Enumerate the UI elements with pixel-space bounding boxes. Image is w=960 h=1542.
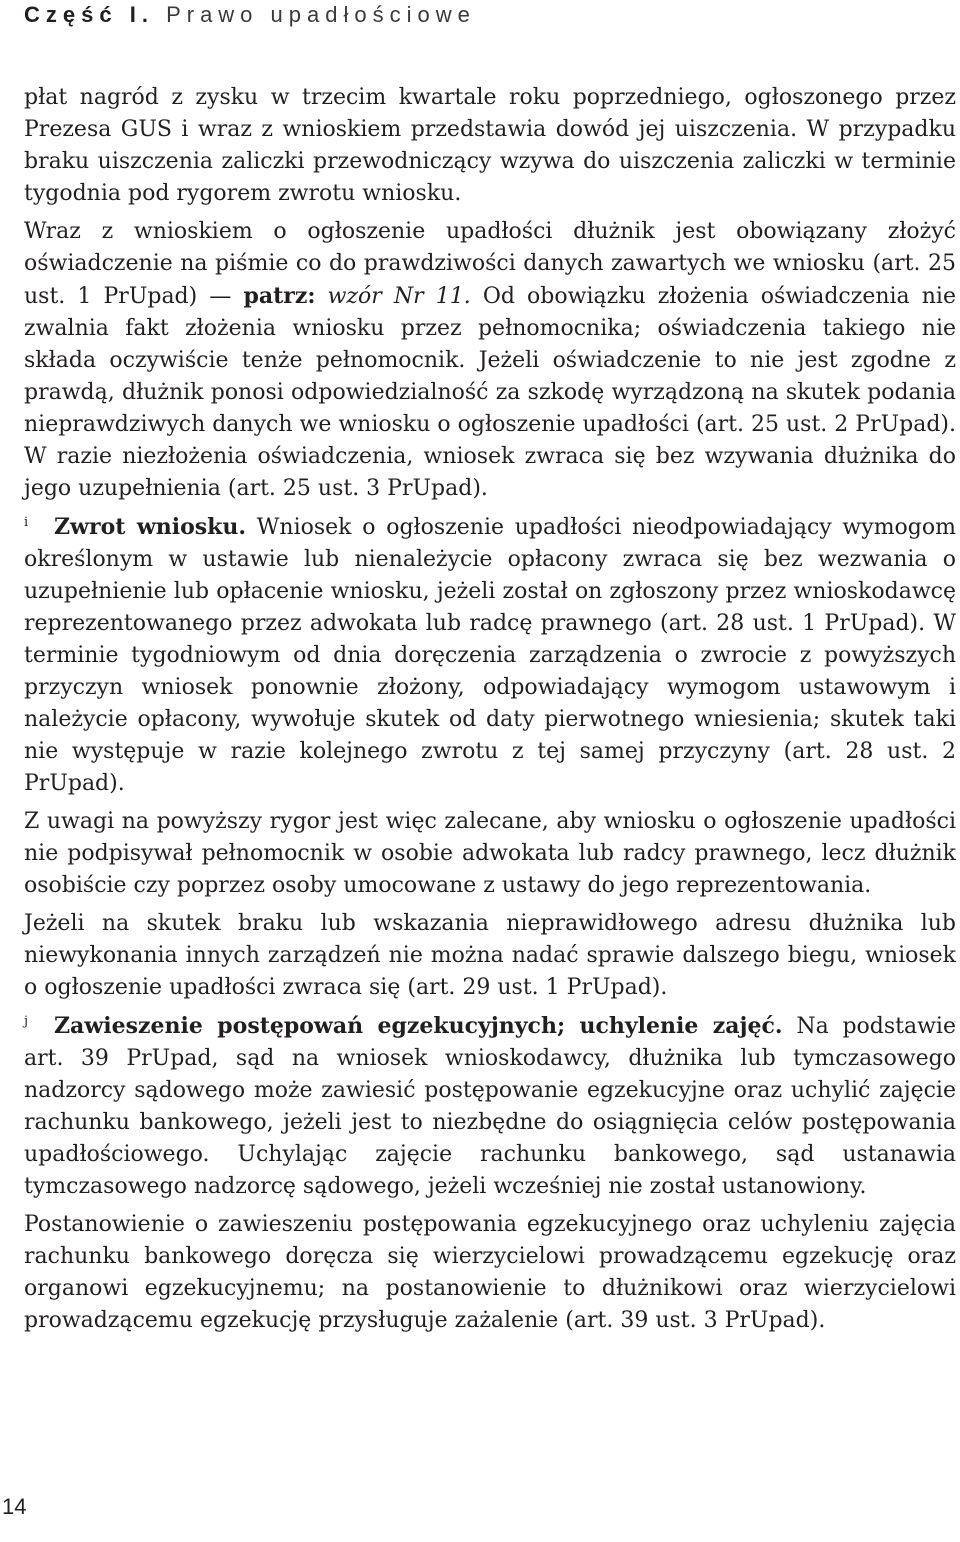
paragraph	[24, 1209, 956, 1337]
paragraph-text: Wraz z wnioskiem o ogłoszenie upadłości dłużnik jest obowiązany złożyć oświadczenie na piśmie co do prawdziwości danych zawartych we wniosku (art. 25 ust. 1 PrUpad) —	[24, 219, 956, 309]
section-heading: Zawieszenie postępowań egzekucyjnych; uchylenie zajęć.	[54, 1013, 783, 1039]
page-body	[24, 82, 956, 1343]
paragraph-text: Jeżeli na skutek braku lub wskazania nieprawidłowego adresu dłużnika lub niewykonania innych zarządzeń nie można nadać sprawie dalszego biegu, wniosek o ogłoszenie upadłości zwraca się (art. 29 ust. 1 PrUpad).	[24, 911, 956, 1000]
reference-label: patrz:	[243, 283, 316, 309]
paragraph: i Zwrot wniosku. Wniosek o ogłoszenie upadłości nieodpowiadający wymogom określonym w ustawie lub nienależycie opłacony zwraca się bez wezwania o uzupełnienie lub opłacenie wniosku, jeżeli został on zgłoszony przez wnioskodawcę reprezentowanego przez adwokata lub radcę prawnego (art. 28 ust. 1 PrUpad). W terminie tygodniowym od dnia doręczenia zarządzenia o zwrocie z powyższych przyczyn wniosek ponownie złożony, odpowiadający wymogom ustawowym i należycie opłacony, wywołuje skutek od daty pierwotnego wniesienia; skutek taki nie występuje w razie kolejnego zwrotu z tej samej przyczyny (art. 28 ust. 2 PrUpad).	[24, 514, 956, 796]
paragraph-text: płat nagród z zysku w trzecim kwartale roku poprzedniego, ogłoszonego przez Prezesa GUS i wraz z wnioskiem przedstawia dowód jej uiszczenia. W przypadku braku uiszczenia zaliczki przewodniczący wzywa do uiszczenia zaliczki w terminie tygodnia pod rygorem zwrotu wniosku.	[24, 85, 956, 206]
paragraph-text: Od obowiązku złożenia oświadczenia nie zwalnia fakt złożenia wniosku przez pełnomocnika; oświadczenia takiego nie składa oczywiście tenże pełnomocnik. Jeżeli oświadczenie to nie jest zgodne z prawdą, dłużnik ponosi odpowiedzialność za szkodę wyrządzoną na skutek podania nieprawdziwych danych we wniosku o ogłoszenie upadłości (art. 25 ust. 2 PrUpad). W razie niezłożenia oświadczenia, wniosek zwraca się bez wzywania dłużnika do jego uzupełnienia (art. 25 ust. 3 PrUpad).	[24, 284, 956, 501]
paragraph-text: Na podstawie art. 39 PrUpad, sąd na wniosek wnioskodawcy, dłużnika lub tymczasowego nadzorcy sądowego może zawiesić postępowanie egzekucyjne oraz uchylić zajęcie rachunku bankowego, jeżeli jest to niezbędne do osiągnięcia celów postępowania upadłościowego. Uchylając zajęcie rachunku bankowego, sąd ustanawia tymczasowego nadzorcę sądowego, jeżeli wcześniej nie został ustanowiony.	[24, 1014, 956, 1199]
paragraph	[24, 908, 956, 1004]
section-heading: Zwrot wniosku.	[54, 514, 247, 540]
page-number: 14	[2, 1494, 27, 1519]
header-title: Prawo upadłościowe	[166, 2, 476, 27]
paragraph	[24, 806, 956, 902]
paragraph	[24, 216, 956, 505]
paragraph: j Zawieszenie postępowań egzekucyjnych; uchylenie zajęć. Na podstawie art. 39 PrUpad, sąd na wniosek wnioskodawcy, dłużnika lub tymczasowego nadzorcy sądowego może zawiesić postępowanie egzekucyjne oraz uchylić zajęcie rachunku bankowego, jeżeli jest to niezbędne do osiągnięcia celów postępowania upadłościowego. Uchylając zajęcie rachunku bankowego, sąd ustanawia tymczasowego nadzorcę sądowego, jeżeli wcześniej nie został ustanowiony.	[24, 1013, 956, 1199]
paragraph-text: Z uwagi na powyższy rygor jest więc zalecane, aby wniosku o ogłoszenie upadłości nie podpisywał pełnomocnik w osobie adwokata lub radcy prawnego, lecz dłużnik osobiście czy poprzez osoby umocowane z ustawy do jego reprezentowania.	[24, 809, 956, 898]
paragraph-text: Wniosek o ogłoszenie upadłości nieodpowiadający wymogom określonym w ustawie lub nienależycie opłacony zwraca się bez wezwania o uzupełnienie lub opłacenie wniosku, jeżeli został on zgłoszony przez wnioskodawcę reprezentowanego przez adwokata lub radcę prawnego (art. 28 ust. 1 PrUpad). W terminie tygodniowym od dnia doręczenia zarządzenia o zwrocie z powyższych przyczyn wniosek ponownie złożony, odpowiadający wymogom ustawowym i należycie opłacony, wywołuje skutek od daty pierwotnego wniesienia; skutek taki nie występuje w razie kolejnego zwrotu z tej samej przyczyny (art. 28 ust. 2 PrUpad).	[24, 515, 956, 796]
header-part-label: Część I.	[24, 2, 154, 27]
paragraph-text: Postanowienie o zawieszeniu postępowania egzekucyjnego oraz uchyleniu zajęcia rachunku bankowego doręcza się wierzycielowi prowadzącemu egzekucję oraz organowi egzekucyjnemu; na postanowienie to dłużnikowi oraz wierzycielowi prowadzącemu egzekucję przysługuje zażalenie (art. 39 ust. 3 PrUpad).	[24, 1212, 956, 1333]
paragraph	[24, 82, 956, 210]
running-header	[24, 2, 476, 28]
form-reference: wzór Nr 11.	[327, 284, 471, 309]
